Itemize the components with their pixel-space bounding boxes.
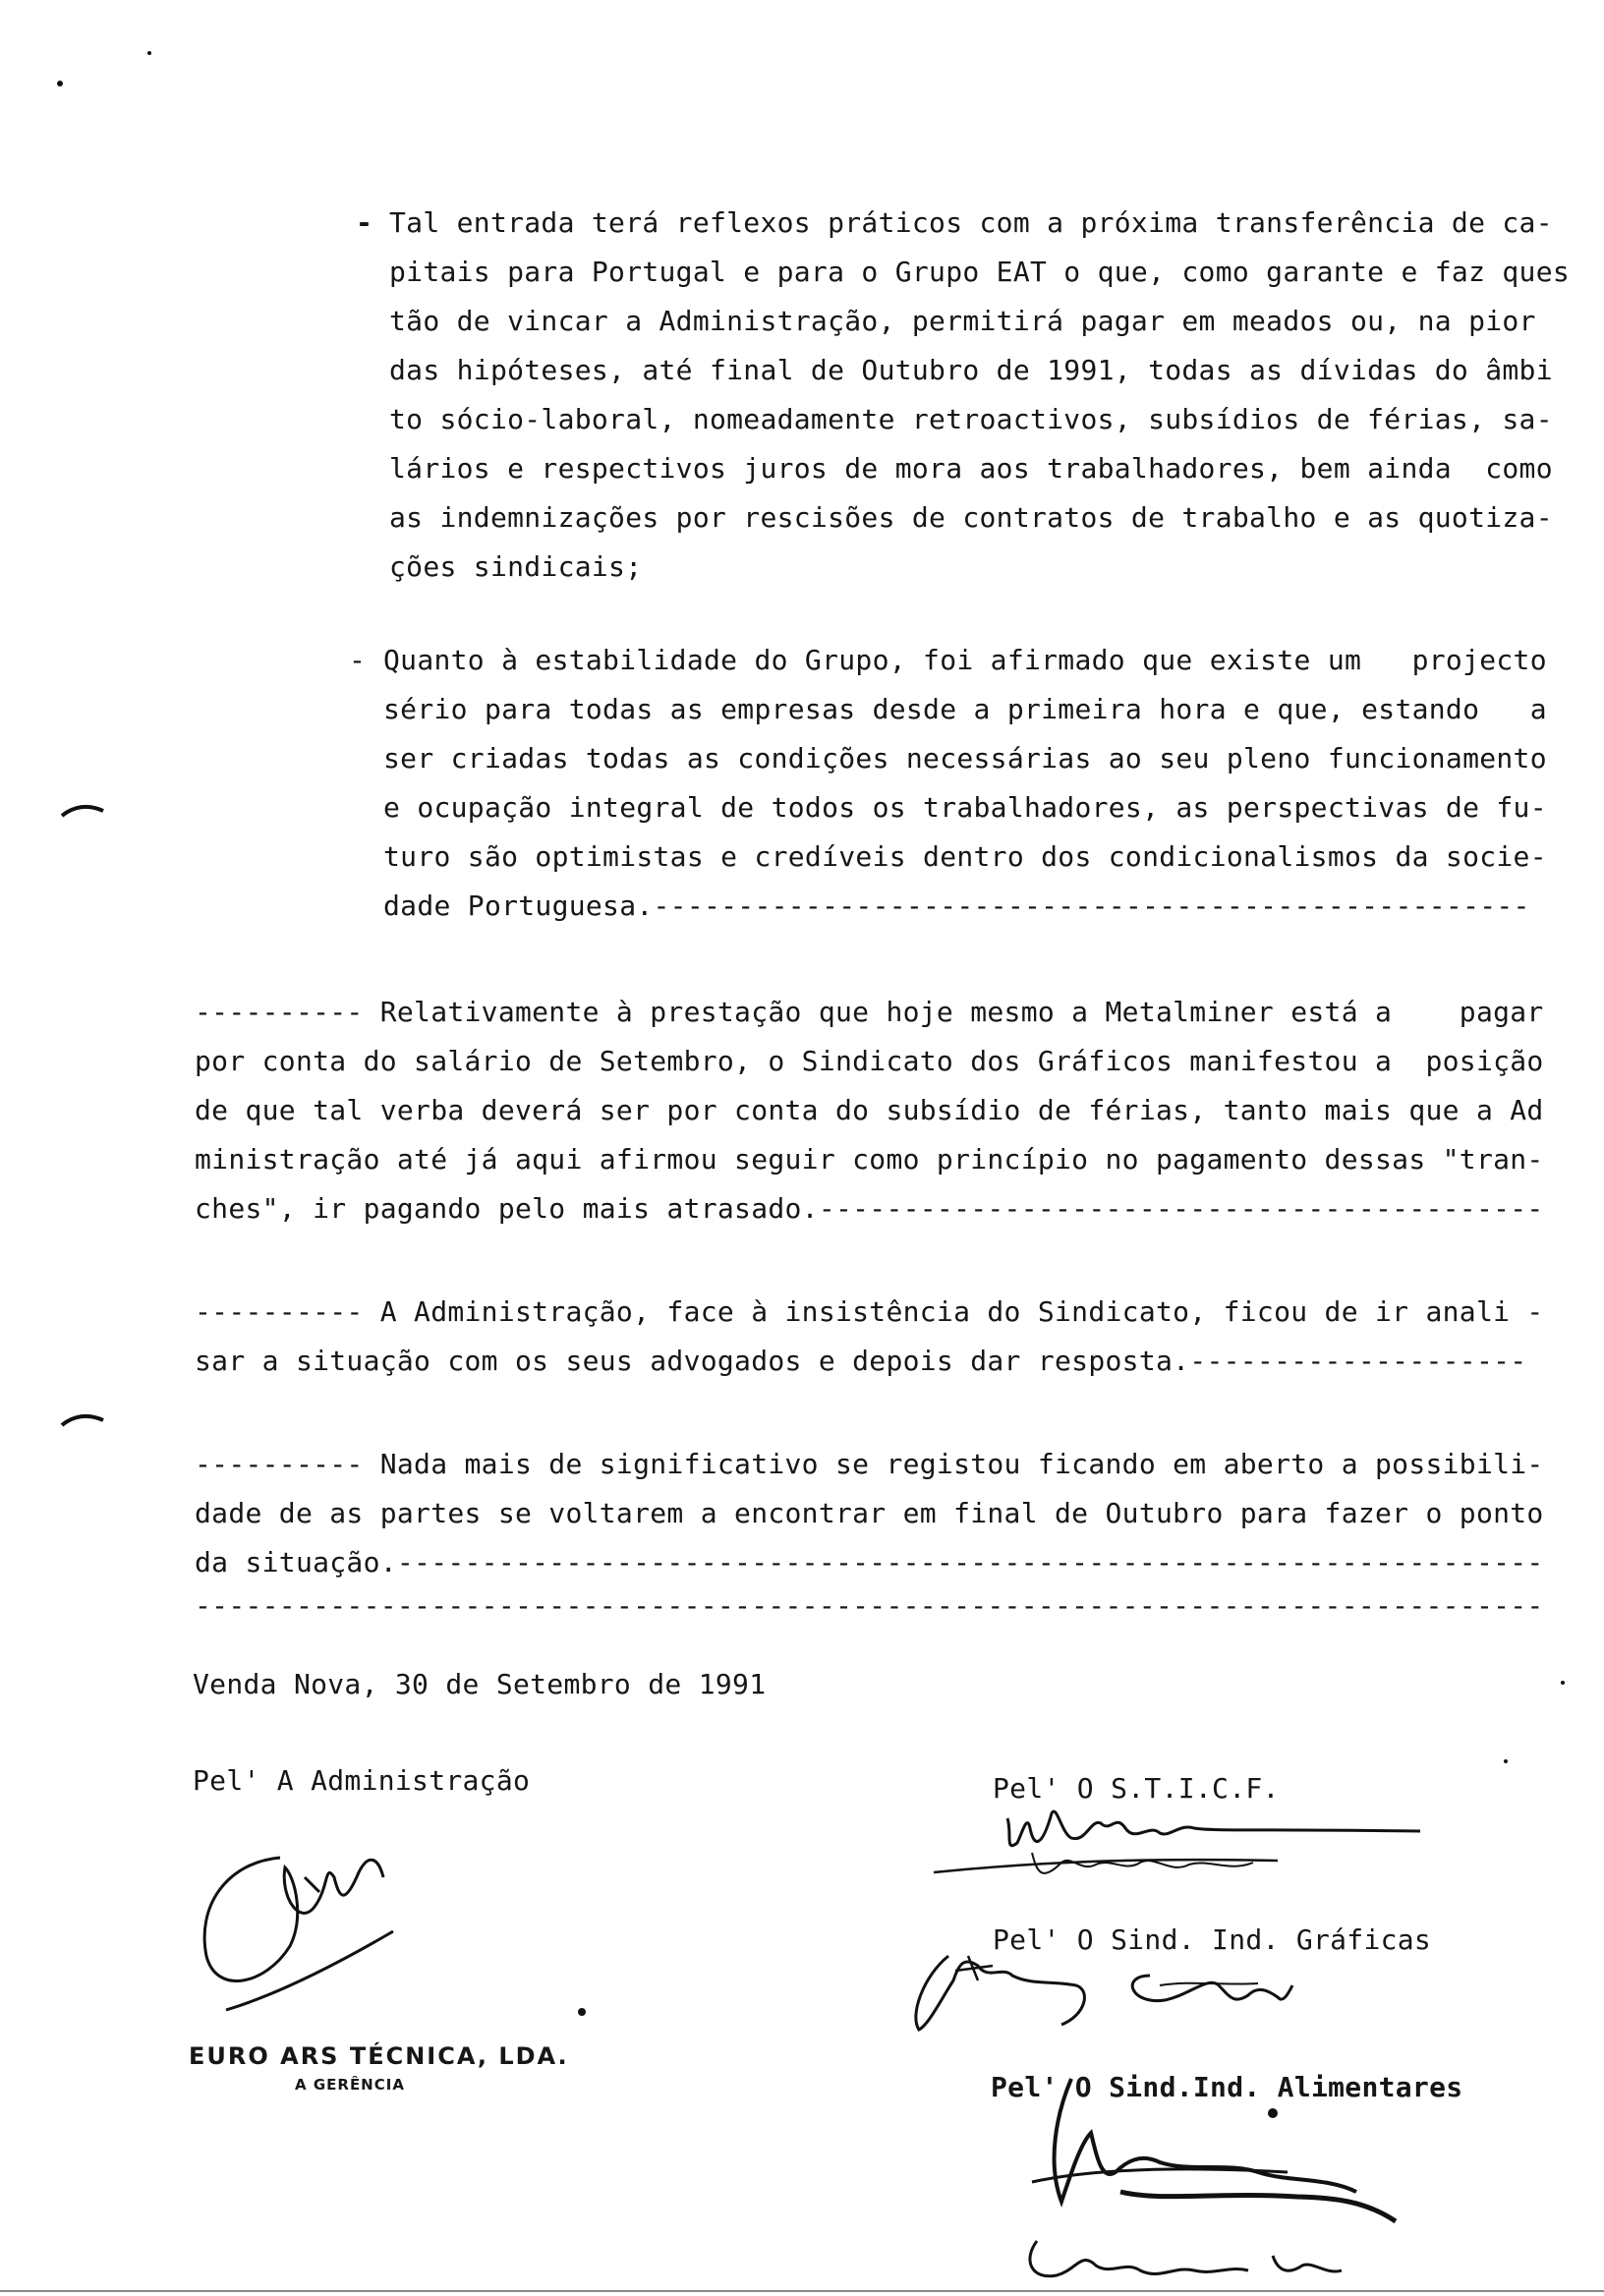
graficas-signature bbox=[894, 1936, 1405, 2044]
graficas-label: Pel' O Sind. Ind. Gráficas bbox=[993, 1923, 1432, 1956]
bullet-1-line: das hipóteses, até final de Outubro de 1991, todas as dívidas do âmbi bbox=[389, 354, 1553, 386]
paragraph-line: sar a situação com os seus advogados e depois dar resposta.-------------------- bbox=[195, 1345, 1527, 1377]
stiicf-label: Pel' O S.T.I.C.F. bbox=[993, 1772, 1280, 1805]
bullet-1-line: pitais para Portugal e para o Grupo EAT o que, como garante e faz ques bbox=[389, 256, 1571, 288]
scan-speck bbox=[147, 51, 151, 55]
scan-speck bbox=[1268, 2108, 1278, 2118]
stiicf-signature bbox=[914, 1794, 1425, 1912]
scan-speck bbox=[57, 81, 63, 86]
scan-bottom-edge bbox=[0, 2290, 1604, 2292]
paragraph-line: ---------- Nada mais de significativo se registou ficando em aberto a possibili- bbox=[195, 1448, 1544, 1480]
bullet-marker-2: - bbox=[349, 644, 367, 676]
bullet-2-line: sério para todas as empresas desde a primeira hora e que, estando a bbox=[383, 693, 1547, 725]
bullet-2-line: turo são optimistas e credíveis dentro dos condicionalismos da socie- bbox=[383, 840, 1547, 873]
paragraph-line: ches", ir pagando pelo mais atrasado.------------------------------------------- bbox=[195, 1192, 1544, 1225]
company-stamp-role: A GERÊNCIA bbox=[295, 2076, 405, 2094]
bullet-1-line: as indemnizações por rescisões de contratos de trabalho e as quotiza- bbox=[389, 501, 1553, 534]
alimentares-signature bbox=[1002, 2074, 1415, 2290]
paragraph-line: ---------- Relativamente à prestação que hoje mesmo a Metalminer está a pagar bbox=[195, 996, 1544, 1028]
bullet-1-line: to sócio-laboral, nomeadamente retroactivos, subsídios de férias, sa- bbox=[389, 403, 1553, 435]
bullet-1-line: ções sindicais; bbox=[389, 550, 643, 583]
paragraph-line: dade de as partes se voltarem a encontrar em final de Outubro para fazer o ponto bbox=[195, 1497, 1544, 1529]
bullet-marker-1: - bbox=[356, 206, 373, 239]
paragraph-line: por conta do salário de Setembro, o Sindicato dos Gráficos manifestou a posição bbox=[195, 1045, 1544, 1077]
paragraph-line: ---------- A Administração, face à insistência do Sindicato, ficou de ir anali - bbox=[195, 1295, 1544, 1328]
administration-signature bbox=[187, 1838, 423, 2025]
scan-speck bbox=[1561, 1681, 1565, 1685]
paragraph-line: ministração até já aqui afirmou seguir como princípio no pagamento dessas "tran- bbox=[195, 1143, 1544, 1176]
company-stamp: EURO ARS TÉCNICA, LDA. bbox=[189, 2042, 569, 2070]
bullet-1-line: tão de vincar a Administração, permitirá pagar em meados ou, na pior bbox=[389, 305, 1536, 337]
alimentares-label: Pel' O Sind.Ind. Alimentares bbox=[991, 2071, 1463, 2103]
paragraph-line: -------------------------------------------------------------------------------- bbox=[195, 1589, 1544, 1622]
scan-speck bbox=[578, 2008, 586, 2016]
place-date: Venda Nova, 30 de Setembro de 1991 bbox=[193, 1668, 767, 1700]
scan-mark bbox=[59, 801, 108, 821]
paragraph-line: de que tal verba deverá ser por conta do subsídio de férias, tanto mais que a Ad bbox=[195, 1094, 1544, 1126]
bullet-2-line: Quanto à estabilidade do Grupo, foi afirmado que existe um projecto bbox=[383, 644, 1547, 676]
bullet-1-line: Tal entrada terá reflexos práticos com a próxima transferência de ca- bbox=[389, 206, 1553, 239]
administration-label: Pel' A Administração bbox=[193, 1764, 531, 1797]
scan-speck bbox=[1504, 1759, 1508, 1763]
bullet-2-line: e ocupação integral de todos os trabalhadores, as perspectivas de fu- bbox=[383, 791, 1547, 824]
paragraph-line: da situação.-------------------------------------------------------------------- bbox=[195, 1546, 1544, 1578]
scan-mark bbox=[59, 1410, 108, 1430]
bullet-1-line: lários e respectivos juros de mora aos trabalhadores, bem ainda como bbox=[389, 452, 1553, 485]
bullet-2-line: ser criadas todas as condições necessárias ao seu pleno funcionamento bbox=[383, 742, 1547, 775]
bullet-2-line: dade Portuguesa.---------------------------------------------------- bbox=[383, 890, 1530, 922]
